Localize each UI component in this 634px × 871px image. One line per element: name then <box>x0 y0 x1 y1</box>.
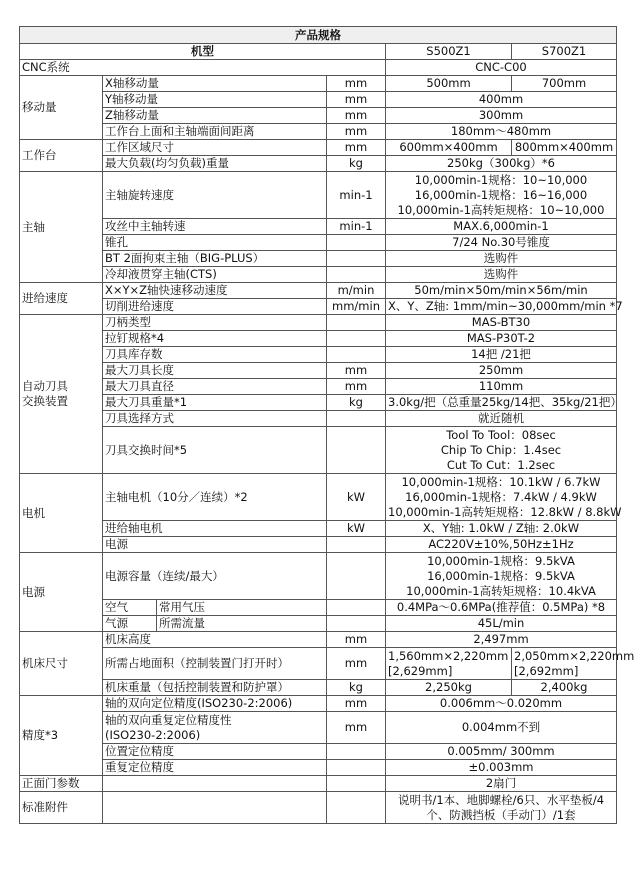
unit <box>327 760 386 776</box>
value-floor-space-2 <box>512 648 634 680</box>
tool-change-line: Tool To Tool：08sec <box>446 427 556 442</box>
spindle-speed-line: 10,000min-1规格：10~10,000 <box>414 172 588 187</box>
item-max-tool-weight: 最大刀具重量*1 <box>103 395 327 411</box>
unit <box>327 331 386 347</box>
unit: mm <box>327 712 386 744</box>
item-y-travel: Y轴移动量 <box>103 92 327 108</box>
item-bidirectional-accuracy: 轴的双向定位精度(ISO230-2:2006) <box>103 696 327 712</box>
item-repeat-accuracy: 重复定位精度 <box>103 760 327 776</box>
unit <box>327 553 386 600</box>
unit <box>327 427 386 474</box>
unit: mm <box>327 76 386 92</box>
item-machine-weight: 机床重量（包括控制装置和防护罩） <box>103 680 327 696</box>
value-max-tool-diameter: 110mm <box>386 379 617 395</box>
unit: mm <box>327 632 386 648</box>
value-tool-holder: MAS-BT30 <box>386 315 617 331</box>
value-work-area-2: 800mm×400mm <box>512 140 617 156</box>
item-max-tool-length: 最大刀具长度 <box>103 363 327 379</box>
item-door <box>103 776 327 792</box>
value-bt-spindle: 选购件 <box>386 251 617 267</box>
item-machine-height: 机床高度 <box>103 632 327 648</box>
item-position-accuracy: 位置定位精度 <box>103 744 327 760</box>
value-x-travel-2: 700mm <box>512 76 617 92</box>
value-power-capacity <box>386 553 617 600</box>
value-z-travel: 300mm <box>386 108 617 124</box>
item-floor-space: 所需占地面积（控制装置门打开时） <box>103 648 327 680</box>
unit: mm <box>327 92 386 108</box>
header-model-label: 机型 <box>20 44 386 60</box>
item-tapping-speed: 攻丝中主轴转速 <box>103 219 327 235</box>
item-tool-holder: 刀柄类型 <box>103 315 327 331</box>
value-tool-selection: 就近随机 <box>386 411 617 427</box>
item-cts: 冷却液贯穿主轴(CTS) <box>103 267 327 283</box>
value-work-area-1: 600mm×400mm <box>386 140 512 156</box>
value-cts: 选购件 <box>386 267 617 283</box>
tool-change-line: Chip To Chip：1.4sec <box>440 442 562 457</box>
unit: mm <box>327 379 386 395</box>
value-spindle-motor <box>386 474 622 521</box>
power-capacity-line: 10,000min-1规格：9.5kVA <box>427 553 575 568</box>
cat-size: 机床尺寸 <box>20 632 103 696</box>
cat-door: 正面门参数 <box>20 776 103 792</box>
unit <box>327 251 386 267</box>
unit <box>327 315 386 331</box>
spec-table-wrapper <box>19 26 634 824</box>
unit: mm <box>327 108 386 124</box>
unit <box>327 600 386 616</box>
spindle-speed-line: 16,000min-1规格：16~16,000 <box>414 187 588 202</box>
cat-motor: 电机 <box>20 474 103 553</box>
spindle-motor-line: 10,000min-1高转矩规格：12.8kW / 8.8kW <box>388 504 622 519</box>
value-max-tool-length: 250mm <box>386 363 617 379</box>
item-work-area: 工作区域尺寸 <box>103 140 327 156</box>
value-door: 2扇门 <box>386 776 617 792</box>
value-cutting-feed: X、Y、Z轴: 1mm/min~30,000mm/min *7 <box>386 299 617 315</box>
item-table-spindle-distance: 工作台上面和主轴端面间距离 <box>103 124 327 140</box>
item-tool-selection: 刀具选择方式 <box>103 411 327 427</box>
cat-atc-line: 交换装置 <box>22 394 68 408</box>
value-bidirectional-accuracy: 0.006mm～0.020mm <box>386 696 617 712</box>
value-machine-height: 2,497mm <box>386 632 617 648</box>
unit <box>327 267 386 283</box>
value-position-accuracy: 0.005mm/ 300mm <box>386 744 617 760</box>
unit <box>327 411 386 427</box>
value-feed-motor: X、Y轴: 1.0kW / Z轴: 2.0kW <box>386 521 617 537</box>
item-air-pressure: 常用气压 <box>157 600 327 616</box>
unit: mm <box>327 363 386 379</box>
value-x-travel-1: 500mm <box>386 76 512 92</box>
item-air: 空气 <box>103 600 157 616</box>
item-bt-spindle: BT 2面拘束主轴（BIG-PLUS） <box>103 251 327 267</box>
value-accessories: 说明书/1本、地脚螺栓/6只、水平垫板/4个、防溅挡板（手动门）/1套 <box>386 792 617 824</box>
unit: kg <box>327 680 386 696</box>
unit: kW <box>327 474 386 521</box>
item-power: 电源 <box>103 537 327 553</box>
cnc-value: CNC-C00 <box>386 60 617 76</box>
unit: mm <box>327 140 386 156</box>
unit <box>327 347 386 363</box>
value-machine-weight-1: 2,250kg <box>386 680 512 696</box>
unit <box>327 235 386 251</box>
cat-spindle: 主轴 <box>20 172 103 283</box>
table-title: 产品规格 <box>20 27 617 44</box>
item-power-capacity: 电源容量（连续/最大） <box>103 553 327 600</box>
value-y-travel: 400mm <box>386 92 617 108</box>
item-tool-change-time: 刀具交换时间*5 <box>103 427 327 474</box>
unit <box>327 616 386 632</box>
unit: min-1 <box>327 172 386 219</box>
value-taper: 7/24 No.30号锥度 <box>386 235 617 251</box>
header-model-1: S500Z1 <box>386 44 512 60</box>
unit <box>327 744 386 760</box>
spindle-motor-line: 10,000min-1规格：10.1kW / 6.7kW <box>401 474 601 489</box>
item-x-travel: X轴移动量 <box>103 76 327 92</box>
cat-accessories: 标准附件 <box>20 792 103 824</box>
value-max-load: 250kg（300kg）*6 <box>386 156 617 172</box>
item-feed-motor: 进给轴电机 <box>103 521 327 537</box>
item-spindle-motor: 主轴电机（10分／连续）*2 <box>103 474 327 521</box>
item-tool-capacity: 刀具库存数 <box>103 347 327 363</box>
value-max-tool-weight: 3.0kg/把（总重量25kg/14把、35kg/21把） <box>386 395 617 411</box>
item-repeatability <box>103 712 327 744</box>
spec-table <box>19 26 634 824</box>
cat-supply: 电源 <box>20 553 103 632</box>
value-tool-change-time <box>386 427 617 474</box>
item-cutting-feed: 切削进给速度 <box>103 299 327 315</box>
unit <box>327 792 386 824</box>
value-power: AC220V±10%,50Hz±1Hz <box>386 537 617 553</box>
unit: kg <box>327 395 386 411</box>
value-air-pressure: 0.4MPa～0.6MPa(推荐值：0.5MPa) *8 <box>386 600 617 616</box>
value-floor-space-1 <box>386 648 512 680</box>
cat-atc <box>20 315 103 474</box>
item-taper: 锥孔 <box>103 235 327 251</box>
cat-move: 移动量 <box>20 76 103 140</box>
floor-space-line: [2,692mm] <box>514 663 579 678</box>
unit: kg <box>327 156 386 172</box>
power-capacity-line: 10,000min-1高转矩规格：10.4kVA <box>406 583 596 598</box>
value-repeatability: 0.004mm不到 <box>386 712 617 744</box>
unit: mm <box>327 648 386 680</box>
tool-change-line: Cut To Cut：1.2sec <box>446 457 556 472</box>
cat-atc-line: 自动刀具 <box>22 379 68 393</box>
item-rapid-traverse: X×Y×Z轴快速移动速度 <box>103 283 327 299</box>
spindle-speed-line: 10,000min-1高转矩规格：10~10,000 <box>397 202 605 217</box>
value-tool-capacity: 14把 /21把 <box>386 347 617 363</box>
cat-feed: 进给速度 <box>20 283 103 315</box>
repeatability-line: 轴的双向重复定位精度性 <box>105 712 232 727</box>
value-spindle-speed <box>386 172 617 219</box>
floor-space-line: 1,560mm×2,220mm <box>388 648 509 663</box>
item-air-source: 气源 <box>103 616 157 632</box>
cnc-label: CNC系统 <box>20 60 386 76</box>
item-z-travel: Z轴移动量 <box>103 108 327 124</box>
power-capacity-line: 16,000min-1规格：9.5kVA <box>427 568 575 583</box>
unit: min-1 <box>327 219 386 235</box>
unit: m/min <box>327 283 386 299</box>
unit <box>327 776 386 792</box>
item-max-load: 最大负载(均匀负载)重量 <box>103 156 327 172</box>
item-spindle-speed: 主轴旋转速度 <box>103 172 327 219</box>
item-pull-stud: 拉钉规格*4 <box>103 331 327 347</box>
item-air-flow: 所需流量 <box>157 616 327 632</box>
value-repeat-accuracy: ±0.003mm <box>386 760 617 776</box>
item-max-tool-diameter: 最大刀具直径 <box>103 379 327 395</box>
item-accessories <box>103 792 327 824</box>
unit: kW <box>327 521 386 537</box>
value-tapping-speed: MAX.6,000min-1 <box>386 219 617 235</box>
value-machine-weight-2: 2,400kg <box>512 680 617 696</box>
unit: mm <box>327 124 386 140</box>
value-table-spindle-distance: 180mm～480mm <box>386 124 617 140</box>
unit: mm/min <box>327 299 386 315</box>
unit: mm <box>327 696 386 712</box>
value-rapid-traverse: 50m/min×50m/min×56m/min <box>386 283 617 299</box>
spindle-motor-line: 16,000min-1规格：7.4kW / 4.9kW <box>405 489 597 504</box>
unit <box>327 537 386 553</box>
floor-space-line: [2,629mm] <box>388 663 453 678</box>
cat-table: 工作台 <box>20 140 103 172</box>
header-model-2: S700Z1 <box>512 44 617 60</box>
cat-precision: 精度*3 <box>20 696 103 776</box>
repeatability-line: (ISO230-2:2006) <box>105 727 201 742</box>
value-air-flow: 45L/min <box>386 616 617 632</box>
value-pull-stud: MAS-P30T-2 <box>386 331 617 347</box>
floor-space-line: 2,050mm×2,220mm <box>514 648 634 663</box>
